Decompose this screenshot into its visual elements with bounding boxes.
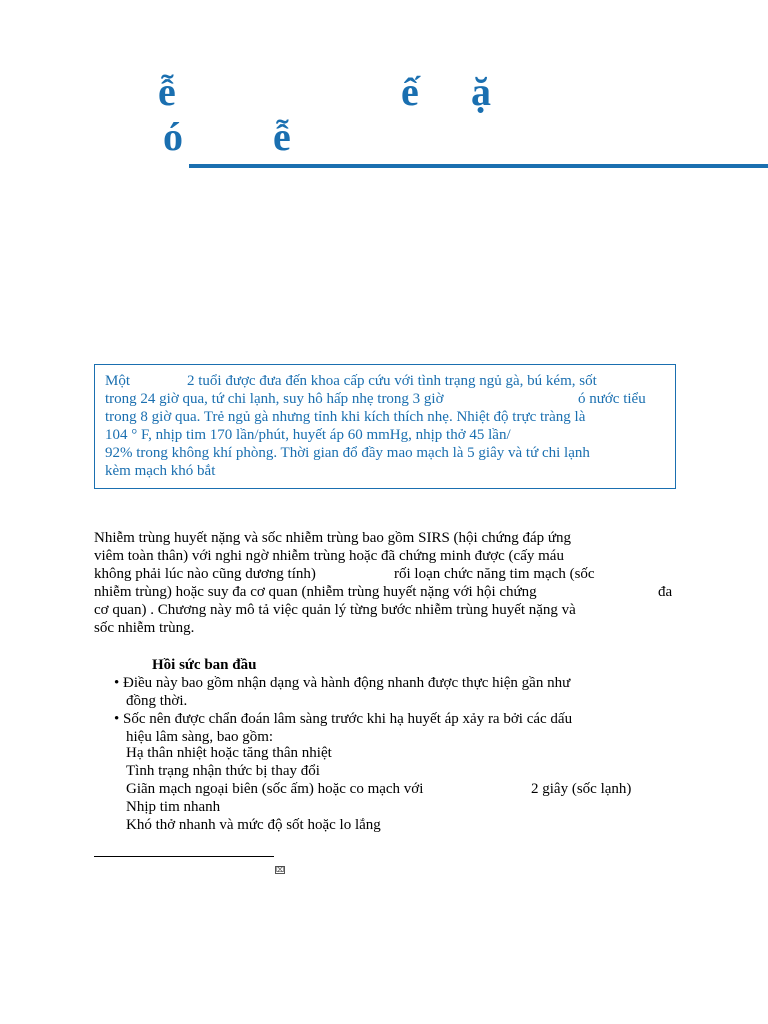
sign-item-2: Tình trạng nhận thức bị thay đổi bbox=[126, 763, 320, 779]
intro-text: Nhiễm trùng huyết nặng và sốc nhiễm trùng bao gồm SIRS (hội chứng đáp ứng bbox=[94, 530, 572, 546]
intro-text: nhiễm trùng) hoặc suy đa cơ quan (nhiễm trùng huyết nặng với hội chứng bbox=[94, 584, 537, 600]
heading-glyph-1: ễ bbox=[158, 69, 176, 114]
sign-text: Giãn mạch ngoại biên (sốc ấm) hoặc co mạch với bbox=[126, 781, 424, 797]
bullet-2-line-2: hiệu lâm sàng, bao gồm: bbox=[126, 729, 274, 745]
case-text: Một bbox=[105, 373, 131, 389]
case-text: trong 24 giờ qua, tứ chi lạnh, suy hô hấp nhẹ trong 3 giờ bbox=[105, 391, 444, 407]
intro-text: đa bbox=[658, 584, 673, 600]
intro-text: cơ quan) . Chương này mô tả việc quản lý từng bước nhiễm trùng huyết nặng và bbox=[94, 602, 576, 618]
case-text: 92% trong không khí phòng. Thời gian đổ đầy mao mạch là 5 giây và tứ chi lạnh bbox=[105, 445, 590, 461]
sign-item-4: Nhịp tim nhanh bbox=[126, 799, 221, 815]
heading-glyph-3: ặ bbox=[471, 69, 491, 114]
bullet-1-line-1: • Điều này bao gồm nhận dạng và hành động nhanh được thực hiện gần như bbox=[114, 675, 571, 691]
heading-glyph-4: ó bbox=[163, 114, 183, 159]
sign-text: 2 giây (sốc lạnh) bbox=[531, 781, 632, 797]
intro-text: sốc nhiễm trùng. bbox=[94, 620, 195, 636]
footnote-symbol-icon: ⌧ bbox=[276, 866, 285, 874]
footnote-rule bbox=[94, 856, 274, 857]
case-text: 104 ° F, nhịp tim 170 lần/phút, huyết áp 60 mmHg, nhịp thở 45 lần/ bbox=[105, 427, 511, 443]
heading-glyph-2: ế bbox=[401, 69, 419, 114]
section-heading: Hồi sức ban đầu bbox=[152, 657, 257, 673]
title-rule bbox=[189, 164, 768, 168]
sign-item-5: Khó thở nhanh và mức độ sốt hoặc lo lắng bbox=[126, 817, 381, 833]
case-line-2 bbox=[105, 390, 665, 408]
case-text: kèm mạch khó bắt bbox=[105, 463, 216, 479]
case-text: trong 8 giờ qua. Trẻ ngủ gà nhưng tỉnh khi kích thích nhẹ. Nhiệt độ trực tràng là bbox=[105, 409, 586, 425]
case-line-1 bbox=[105, 372, 665, 390]
case-line-4 bbox=[105, 426, 665, 444]
case-text: 2 tuổi được đưa đến khoa cấp cứu với tình trạng ngủ gà, bú kém, sốt bbox=[187, 373, 597, 389]
sign-item-1: Hạ thân nhiệt hoặc tăng thân nhiệt bbox=[126, 745, 332, 761]
case-text: ó nước tiểu bbox=[578, 391, 646, 407]
bullet-2-line-1: • Sốc nên được chẩn đoán lâm sàng trước khi hạ huyết áp xảy ra bởi các dấu bbox=[114, 711, 573, 727]
heading-glyph-5: ễ bbox=[273, 114, 291, 159]
intro-text: viêm toàn thân) với nghi ngờ nhiễm trùng hoặc đã chứng minh được (cấy máu bbox=[94, 548, 564, 564]
case-box bbox=[94, 364, 676, 489]
intro-text: không phải lúc nào cũng dương tính) bbox=[94, 566, 316, 582]
case-line-5 bbox=[105, 444, 665, 462]
intro-text: rối loạn chức năng tim mạch (sốc bbox=[394, 566, 595, 582]
case-line-6 bbox=[105, 462, 665, 480]
bullet-1-line-2: đồng thời. bbox=[126, 693, 188, 709]
case-line-3 bbox=[105, 408, 665, 426]
